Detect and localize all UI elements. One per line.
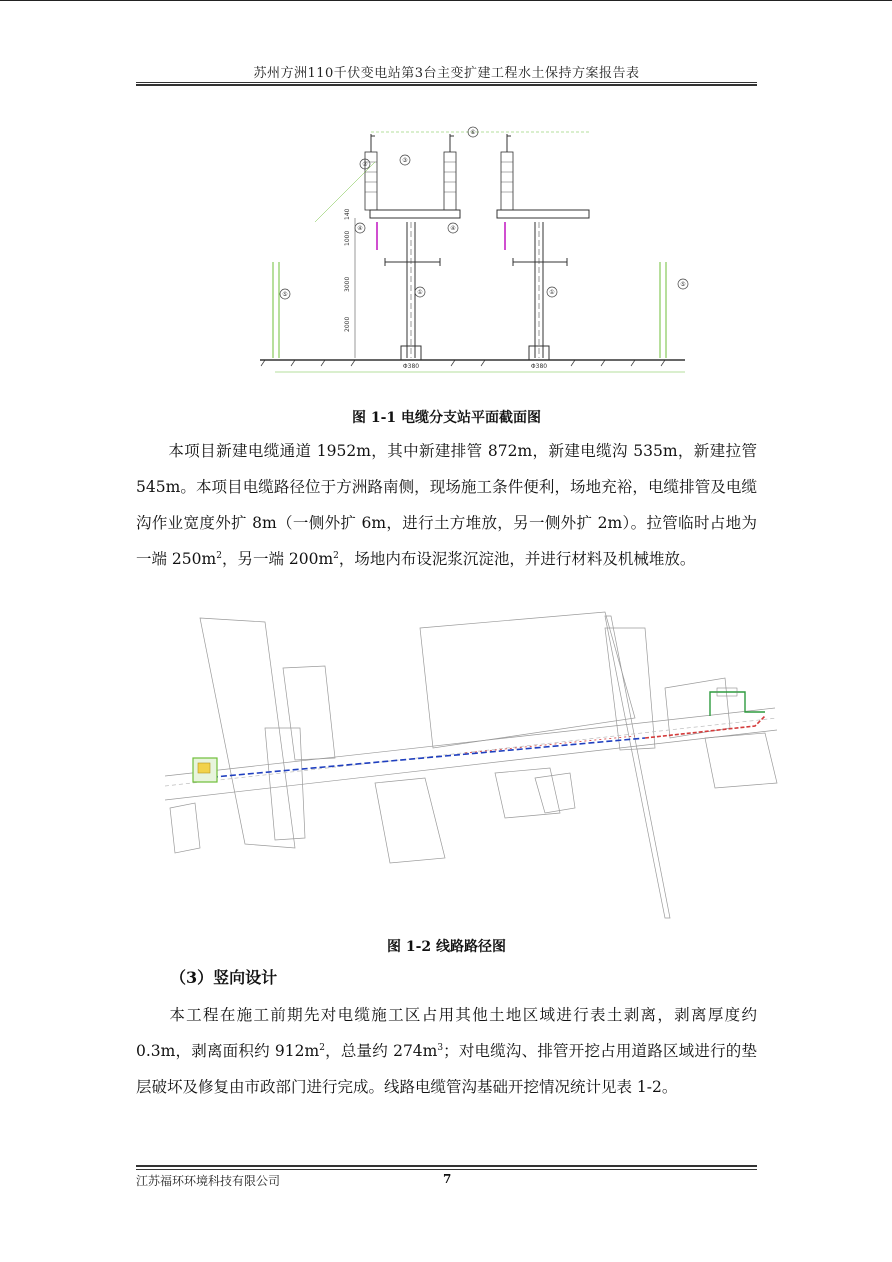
callout-1b: ① bbox=[549, 289, 555, 296]
header-rule-thick bbox=[136, 84, 757, 86]
callout-4b: ④ bbox=[450, 225, 456, 232]
section-3-heading: （3）竖向设计 bbox=[170, 968, 278, 987]
dim-phi-left: Φ380 bbox=[402, 363, 420, 370]
header-rule bbox=[136, 82, 757, 83]
footer-rule bbox=[136, 1169, 757, 1170]
figure-1-1-caption: 图 1-1 电缆分支站平面截面图 bbox=[351, 410, 542, 426]
top-border bbox=[0, 0, 892, 1]
page-header: 苏州方洲110千伏变电站第3台主变扩建工程水土保持方案报告表 bbox=[253, 66, 640, 81]
paragraph-1: 本项目新建电缆通道 1952m，其中新建排管 872m，新建电缆沟 535m，新建拉管 545m。本项目电缆路径位于方洲路南侧，现场施工条件便利，场地充裕，电缆排管及电缆沟作业宽度外扩 8m（一侧外扩 6m，进行土方堆放，另一侧外扩 2m）。拉管临时占地为一端 $250m^2$，另一端 $200m^2$，场地内布设泥浆沉淀池，并进行材料及机械堆放。 bbox=[136, 442, 757, 568]
figure-1-1-drawing bbox=[255, 122, 695, 384]
callout-5b: ⑤ bbox=[680, 281, 686, 288]
paragraph-2: 本工程在施工前期先对电缆施工区占用其他土地区域进行表土剥离，剥离厚度约 0.3m，剥离面积约 $912m^2$，总量约 $274m^3$；对电缆沟、排管开挖占用道路区域进行的垫层破坏及修复由市政部门进行完成。线路电缆管沟基础开挖情况统计见表 1-2。 bbox=[136, 1006, 757, 1096]
dim-2000: 2000 bbox=[344, 316, 351, 332]
dim-140: 140 bbox=[344, 208, 351, 220]
callout-4a: ④ bbox=[357, 225, 363, 232]
figure-1-2-caption: 图 1-2 线路路径图 bbox=[386, 939, 507, 955]
footer-rule-thick bbox=[136, 1165, 757, 1167]
page-number: 7 bbox=[443, 1172, 452, 1186]
dim-phi-right: Φ380 bbox=[530, 363, 548, 370]
footer-company: 江苏福环环境科技有限公司 bbox=[136, 1174, 281, 1188]
callout-5a: ⑤ bbox=[282, 291, 288, 298]
dim-1000: 1000 bbox=[344, 230, 351, 246]
callout-1a: ① bbox=[417, 289, 423, 296]
dim-3000: 3000 bbox=[344, 276, 351, 292]
callout-3: ③ bbox=[402, 157, 408, 164]
callout-6: ⑥ bbox=[470, 129, 476, 136]
figure-1-2-route-map bbox=[165, 608, 785, 938]
callout-2: ② bbox=[362, 161, 368, 168]
